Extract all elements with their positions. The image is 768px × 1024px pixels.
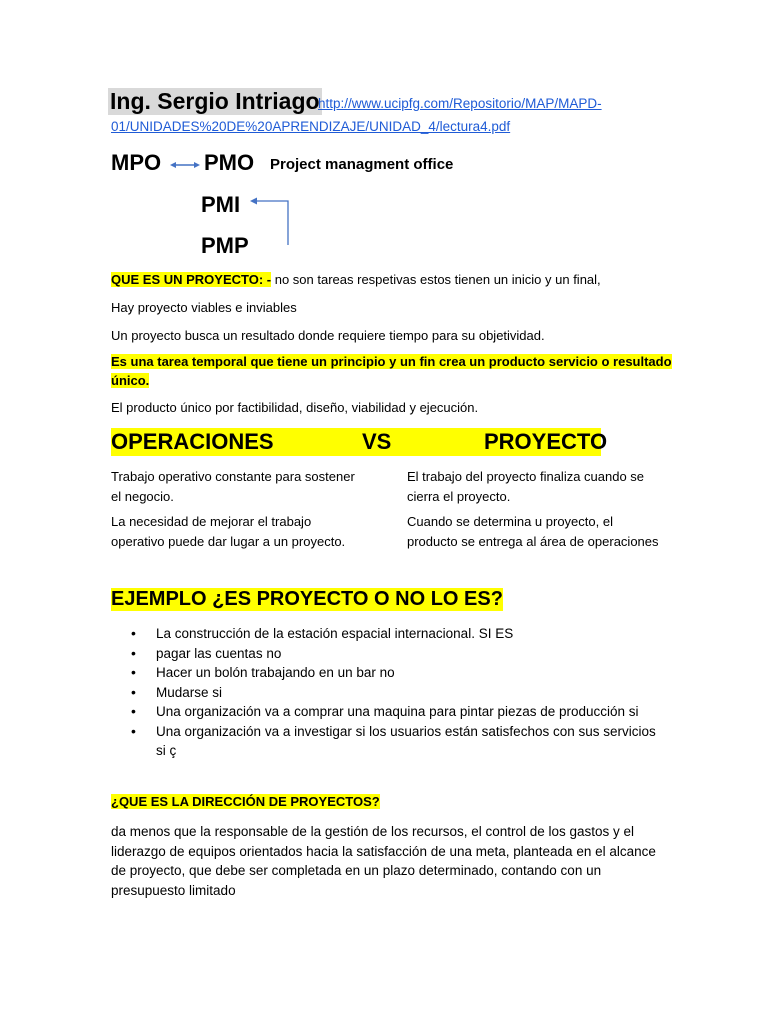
proyecto-item-line: El trabajo del proyecto finaliza cuando se (407, 469, 645, 484)
pmo-description: Project managment office (270, 156, 454, 173)
direction-paragraph: da menos que la responsable de la gestión de los recursos, el control de los gastos y el liderazgo de equipos orientados hacia la satisfacción de una meta, planteada en el alcance de proyecto, que debe ser completada en un plazo determinado, contando con un presupuesto limitado (111, 824, 656, 898)
list-item: • Hacer un bolón trabajando en un bar no (131, 663, 656, 683)
connector-arrow-icon (248, 195, 293, 247)
definition-line-2: Hay proyecto viables e inviables (111, 300, 297, 315)
proyecto-item-line: Cuando se determina u proyecto, el (407, 514, 613, 529)
list-item: • Mudarse si (131, 683, 656, 703)
definition-text: no son tareas respetivas estos tienen un inicio y un final, (271, 272, 601, 287)
operaciones-title: OPERACIONES (111, 429, 274, 454)
list-item: • La construcción de la estación espacial internacional. SI ES (131, 624, 656, 644)
definition-line-3: Un proyecto busca un resultado donde requiere tiempo para su objetividad. (111, 328, 545, 343)
author-name: Ing. Sergio Intriago (110, 88, 320, 114)
list-item: • Una organización va a investigar si los usuarios están satisfechos con sus servicios si ç (131, 722, 656, 761)
operaciones-item-line: La necesidad de mejorar el trabajo (111, 514, 312, 529)
acronym-pmi: PMI (201, 192, 241, 217)
operaciones-item-line: operativo puede dar lugar a un proyecto. (111, 533, 346, 549)
acronym-mpo: MPO (111, 150, 162, 175)
operaciones-item-line: Trabajo operativo constante para sostener (111, 469, 355, 484)
definition-highlight-1-wrap (111, 354, 672, 369)
operaciones-item (111, 512, 371, 551)
proyecto-title: PROYECTO (484, 429, 608, 454)
double-arrow-icon (170, 160, 200, 170)
definition-highlight-2-wrap (111, 373, 149, 388)
proyecto-item (407, 512, 667, 551)
operaciones-item (111, 467, 371, 506)
acronym-pmo: PMO (204, 150, 255, 175)
definition-highlight-2: único. (111, 373, 150, 388)
proyecto-item-line: producto se entrega al área de operaciones (407, 533, 659, 549)
definition-line-5: El producto único por factibilidad, diseño, viabilidad y ejecución. (111, 400, 479, 415)
definition-label: QUE ES UN PROYECTO: - (111, 272, 272, 287)
proyecto-item (407, 467, 667, 506)
vs-title: VS (362, 429, 392, 454)
definition-highlight-1: Es una tarea temporal que tiene un principio y un fin crea un producto servicio o resultado (111, 354, 672, 369)
source-link-line2[interactable]: 01/UNIDADES%20DE%20APRENDIZAJE/UNIDAD_4/lectura4.pdf (111, 119, 511, 134)
operaciones-item-line: el negocio. (111, 488, 174, 504)
example-list (131, 624, 656, 761)
source-link-line1[interactable]: http://www.ucipfg.com/Repositorio/MAP/MAPD- (318, 96, 602, 111)
acronym-pmp: PMP (201, 233, 249, 258)
comparison-heading (111, 428, 608, 456)
example-heading: EJEMPLO ¿ES PROYECTO O NO LO ES? (111, 588, 503, 610)
direction-heading: ¿QUE ES LA DIRECCIÓN DE PROYECTOS? (111, 794, 380, 809)
proyecto-item-line: cierra el proyecto. (407, 488, 511, 504)
list-item: • Una organización va a comprar una maquina para pintar piezas de producción si (131, 702, 656, 722)
list-item: • pagar las cuentas no (131, 644, 656, 664)
definition-line (111, 272, 601, 287)
